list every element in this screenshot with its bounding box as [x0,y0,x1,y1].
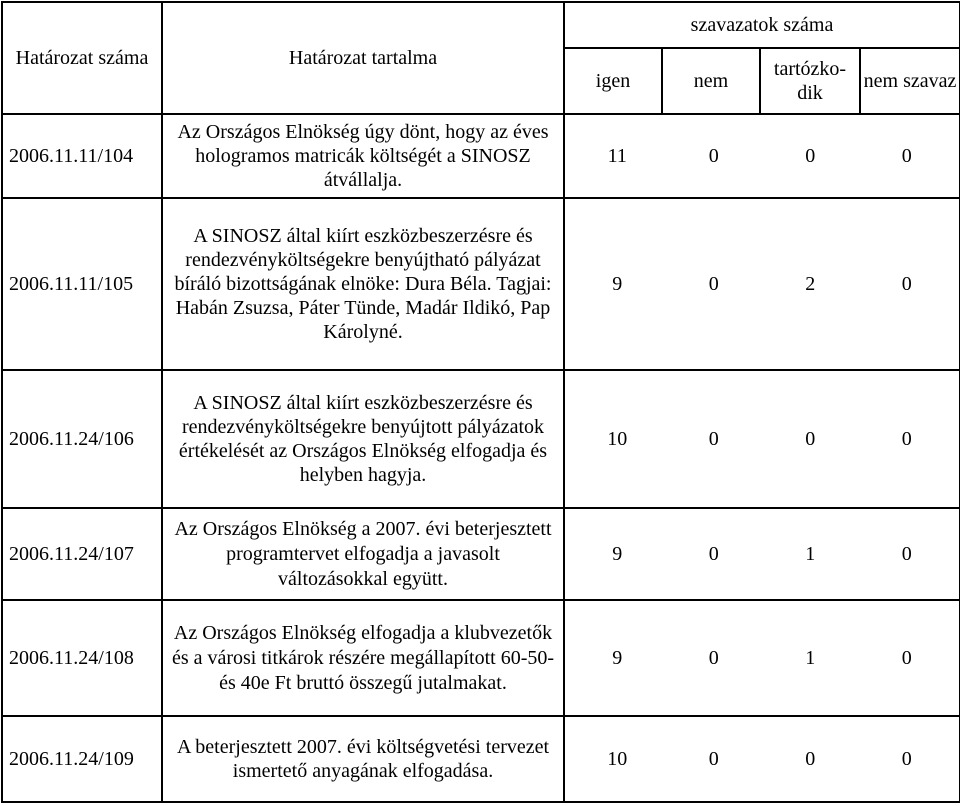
content-column-header: Határozat tartalma [162,2,564,114]
vote-counts [564,600,960,716]
votes-yes: 11 [607,145,627,167]
resolution-number: 2006.11.24/108 [2,600,162,716]
table-row [2,716,960,802]
resolution-number: 2006.11.11/105 [2,198,162,370]
table-row [2,198,960,370]
resolution-number: 2006.11.24/107 [2,508,162,600]
votes-abstain: 1 [805,647,816,669]
votes-no: 0 [708,145,719,167]
resolution-content: Az Országos Elnökség úgy dönt, hogy az éves hologramos matricák költségét a SINOSZ átvállalja. [162,114,564,198]
votes-not-voting: 0 [901,543,912,565]
vote-counts [564,716,960,802]
votes-yes: 10 [607,748,628,770]
votes-abstain-header: tartózko-dik [760,48,860,114]
votes-not-voting: 0 [901,748,912,770]
resolution-content: A SINOSZ által kiírt eszközbeszerzésre és rendezvényköltségekre benyújtott pályázatok értékelését az Országos Elnökség elfogadja és helyben hagyja. [162,370,564,508]
votes-not-voting: 0 [901,273,912,295]
votes-no: 0 [708,647,719,669]
number-column-header: Határozat száma [2,2,162,114]
votes-no: 0 [708,273,719,295]
votes-yes: 10 [607,428,628,450]
votes-no: 0 [708,543,719,565]
votes-yes: 9 [612,647,623,669]
votes-abstain: 1 [805,543,816,565]
votes-yes-header: igen [564,48,662,114]
votes-no-header: nem [662,48,760,114]
resolution-content: Az Országos Elnökség a 2007. évi beterjesztett programtervet elfogadja a javasolt változásokkal együtt. [162,508,564,600]
resolution-content: A beterjesztett 2007. évi költségvetési tervezet ismertető anyagának elfogadása. [162,716,564,802]
votes-no: 0 [708,428,719,450]
votes-abstain: 0 [805,145,816,167]
vote-counts [564,114,960,198]
header-row [2,2,960,48]
votes-yes: 9 [612,543,623,565]
vote-counts [564,508,960,600]
votes-no: 0 [708,748,719,770]
votes-abstain: 0 [805,748,816,770]
votes-not-voting: 0 [901,145,912,167]
resolution-content: Az Országos Elnökség elfogadja a klubvezetők és a városi titkárok részére megállapított 60-50-és 40e Ft bruttó összegű jutalmakat. [162,600,564,716]
table-row [2,600,960,716]
resolution-number: 2006.11.11/104 [2,114,162,198]
vote-counts [564,370,960,508]
votes-yes: 9 [612,273,623,295]
votes-not-voting: 0 [901,428,912,450]
votes-group-header: szavazatok száma [564,2,960,48]
table-row [2,114,960,198]
table-row [2,370,960,508]
resolutions-table [1,1,960,803]
resolution-content: A SINOSZ által kiírt eszközbeszerzésre és rendezvényköltségekre benyújtható pályázat bíráló bizottságának elnöke: Dura Béla. Tagjai: Habán Zsuzsa, Páter Tünde, Madár Ildikó, Pap Károlyné. [162,198,564,370]
votes-abstain: 2 [805,273,816,295]
votes-abstain: 0 [805,428,816,450]
resolution-number: 2006.11.24/109 [2,716,162,802]
vote-counts [564,198,960,370]
resolution-number: 2006.11.24/106 [2,370,162,508]
votes-not-voting: 0 [901,647,912,669]
table-row [2,508,960,600]
votes-not-voting-header: nem szavaz [860,48,960,114]
